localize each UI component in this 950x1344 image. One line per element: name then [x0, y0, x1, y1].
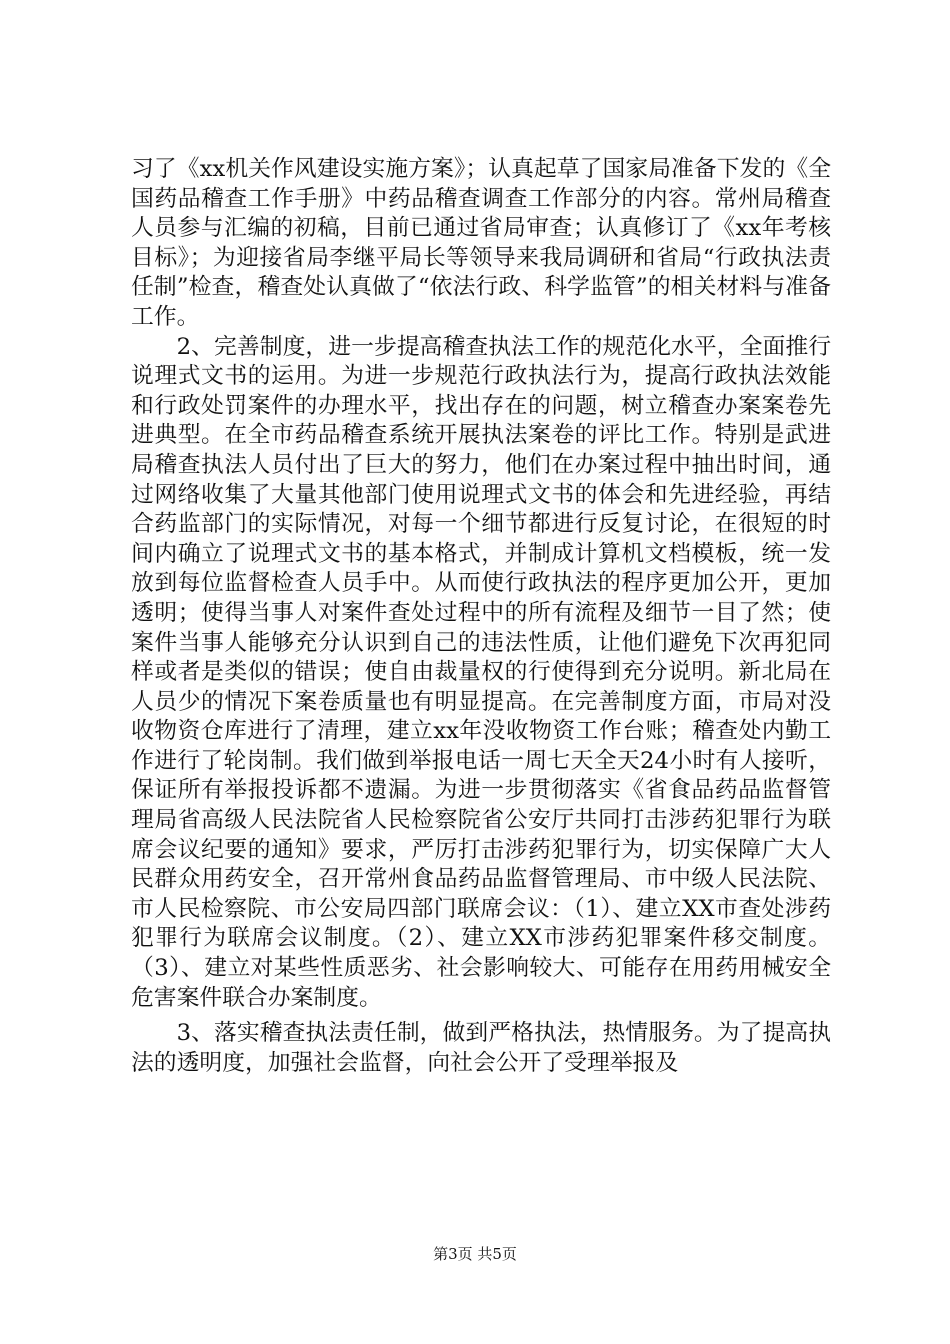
- page-number-footer: 第3页 共5页: [433, 1245, 517, 1263]
- paragraph-continuation: 习了《xx机关作风建设实施方案》；认真起草了国家局准备下发的《全国药品稽查工作手册》中药品稽查调查工作部分的内容。常州局稽查人员参与汇编的初稿，目前已通过省局审查；认真修订了《xx年考核目标》；为迎接省局李继平局长等领导来我局调研和省局“行政执法责任制”检查，稽查处认真做了“依法行政、科学监管”的相关材料与准备工作。: [131, 156, 831, 330]
- paragraph-section-3: 3、落实稽查执法责任制，做到严格执法，热情服务。为了提高执法的透明度，加强社会监督，向社会公开了受理举报及: [131, 1020, 831, 1076]
- document-body: [131, 155, 831, 1078]
- paragraph-section-2: 2、完善制度，进一步提高稽查执法工作的规范化水平，全面推行说理式文书的运用。为进一步规范行政执法行为，提高行政执法效能和行政处罚案件的办理水平，找出存在的问题，树立稽查办案案卷先进典型。在全市药品稽查系统开展执法案卷的评比工作。特别是武进局稽查执法人员付出了巨大的努力，他们在办案过程中抽出时间，通过网络收集了大量其他部门使用说理式文书的体会和先进经验，再结合药监部门的实际情况，对每一个细节都进行反复讨论，在很短的时间内确立了说理式文书的基本格式，并制成计算机文档模板，统一发放到每位监督检查人员手中。从而使行政执法的程序更加公开，更加透明；使得当事人对案件查处过程中的所有流程及细节一目了然；使案件当事人能够充分认识到自己的违法性质，让他们避免下次再犯同样或者是类似的错误；使自由裁量权的行使得到充分说明。新北局在人员少的情况下案卷质量也有明显提高。在完善制度方面，市局对没收物资仓库进行了清理，建立xx年没收物资工作台账；稽查处内勤工作进行了轮岗制。我们做到举报电话一周七天全天24小时有人接听，保证所有举报投诉都不遗漏。为进一步贯彻落实《省食品药品监督管理局省高级人民法院省人民检察院省公安厅共同打击涉药犯罪行为联席会议纪要的通知》要求，严厉打击涉药犯罪行为，切实保障广大人民群众用药安全，召开常州食品药品监督管理局、市中级人民法院、市人民检察院、市公安局四部门联席会议：（1）、建立XX市查处涉药犯罪行为联席会议制度。（2）、建立XX市涉药犯罪案件移交制度。（3）、建立对某些性质恶劣、社会影响较大、可能存在用药用械安全危害案件联合办案制度。: [131, 333, 831, 1011]
